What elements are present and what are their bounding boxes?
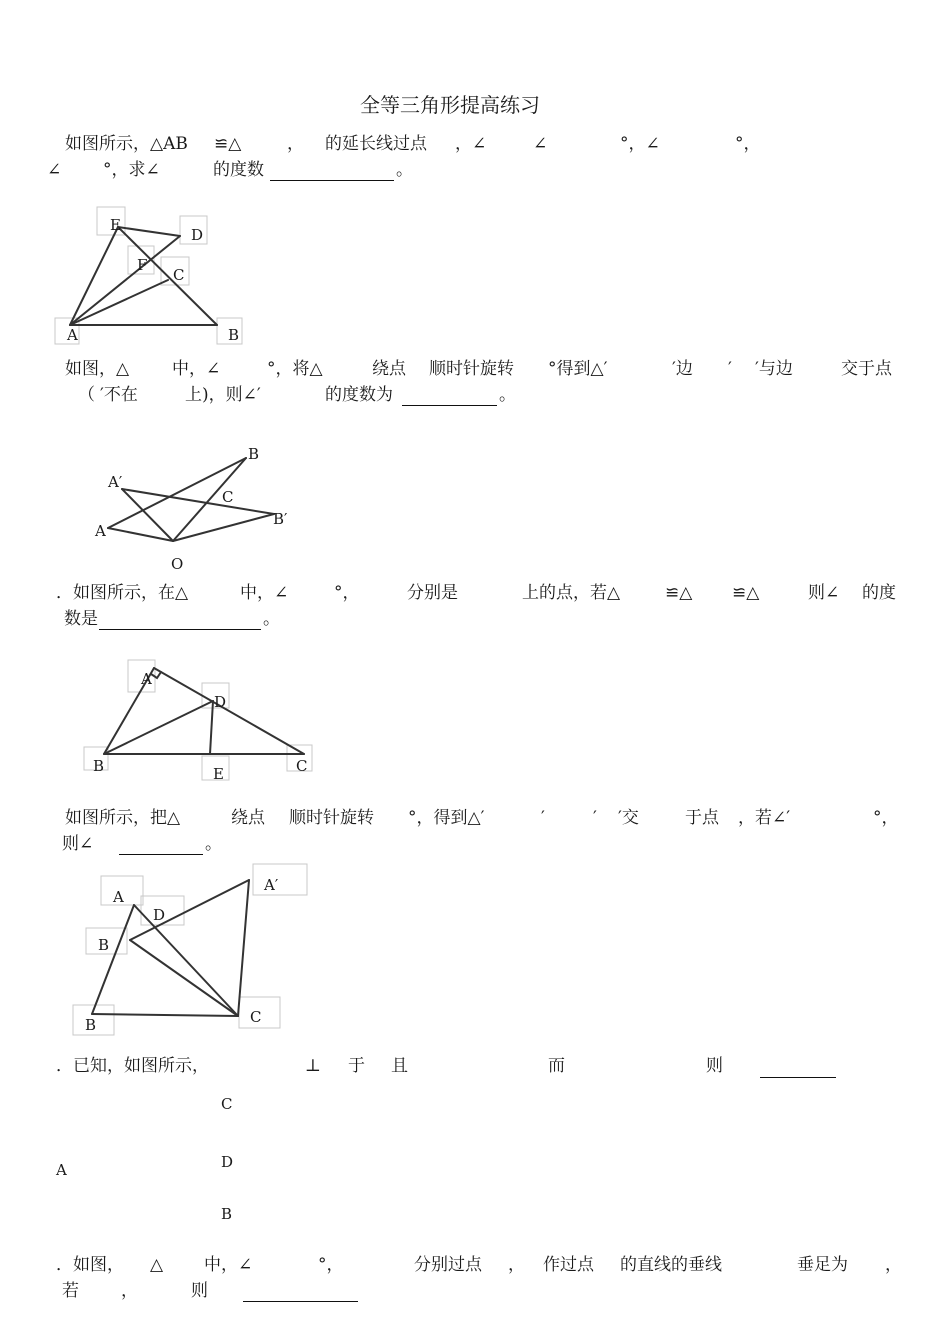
q1-text: 的延长线过点 (325, 134, 427, 154)
q2-text: 如图，△ (65, 359, 130, 379)
q4-text: 绕点 (231, 808, 265, 828)
figure-2-label: B′ (273, 510, 288, 528)
q2-text: °，将△ (267, 359, 323, 379)
q6-text: 分别过点 (414, 1255, 482, 1275)
q2-text: °得到△′ (548, 359, 608, 379)
q3-text: °， (334, 583, 360, 603)
figure-1-label: B (228, 326, 240, 344)
figure-1-label: A (67, 326, 78, 344)
figure-2-label: B (248, 445, 260, 463)
q4-text: 如图所示，把△ (65, 808, 181, 828)
q2-text: ′不在 (100, 385, 138, 405)
figure-3-label: C (296, 757, 308, 775)
q5-text: ．已知，如图所示， (56, 1056, 209, 1076)
figure-3-label: A (141, 670, 152, 688)
q2-text: 交于点 (841, 359, 892, 379)
q3-text: 上的点，若△ (522, 583, 621, 603)
q5-text: 则 (706, 1056, 723, 1076)
q3-text: 分别是 (407, 583, 458, 603)
q4-text: 顺时针旋转 (289, 808, 374, 828)
figure-4-label: A′ (264, 876, 279, 894)
q1-text: ≌△ (214, 134, 242, 154)
q2-text: 顺时针旋转 (429, 359, 514, 379)
figure-4-label: D (153, 906, 166, 924)
q3-text: 的度 (862, 583, 896, 603)
figure-3-label: E (213, 765, 224, 783)
q6-text: 的直线的垂线 (620, 1255, 722, 1275)
q1-text: 如图所示，△AB (65, 134, 188, 154)
q2-text: 中，∠ (172, 359, 221, 379)
q4-text: ′ (593, 808, 597, 828)
q6-text: 则 (191, 1281, 208, 1301)
q6-text: °， (318, 1255, 344, 1275)
q2-text: 的度数为 (325, 385, 393, 405)
figure-3-label: B (93, 757, 105, 775)
q4-text: °，得到△′ (408, 808, 485, 828)
q4-text: 。 (205, 834, 222, 854)
q4-text: ，若∠′ (738, 808, 791, 828)
figure-2-label: A′ (108, 473, 123, 491)
q6-text: 作过点 (543, 1255, 594, 1275)
q3-text: ．如图所示，在△ (56, 583, 189, 603)
figure-1-label: F (137, 256, 148, 274)
page-title: 全等三角形提高练习 (360, 93, 540, 117)
q4-text: ′交 (618, 808, 639, 828)
q6-text: ， (508, 1255, 525, 1275)
q4-text: 则∠ (62, 834, 94, 854)
figure-1-label: D (191, 226, 204, 244)
figure-2-label: A (95, 522, 106, 540)
q3-text: 则∠ (808, 583, 840, 603)
q4-text: ′ (541, 808, 545, 828)
figure-5-label: C (221, 1095, 233, 1113)
figure-3-label: D (214, 693, 227, 711)
q6-text: ， (885, 1255, 902, 1275)
q2-text: （ (78, 385, 95, 405)
q2-text: ′与边 (755, 359, 793, 379)
q3-text: 中，∠ (240, 583, 289, 603)
q1-text: ∠ (533, 134, 548, 154)
figure-4-label: A (113, 888, 124, 906)
q3-text: ≌△ (665, 583, 693, 603)
q2-text: ′ (728, 359, 732, 379)
q4-text: °， (873, 808, 899, 828)
figure-1-label: C (173, 266, 185, 284)
q3-text: 数是 (64, 609, 98, 629)
q1-text: 。 (396, 160, 413, 180)
q5-text: 于 (348, 1056, 365, 1076)
figure-1-label: E (110, 216, 121, 234)
q6-text: 中，∠ (204, 1255, 253, 1275)
q4-text: 于点 (685, 808, 719, 828)
q6-text: △ (150, 1255, 164, 1275)
q3-text: ≌△ (732, 583, 760, 603)
figure-5-label: B (221, 1205, 233, 1223)
q1-text: ，∠ (455, 134, 487, 154)
q3-text: 。 (263, 609, 280, 629)
figure-2-label: O (171, 555, 184, 573)
q6-text: 垂足为 (797, 1255, 848, 1275)
figure-4-label: B (85, 1016, 97, 1034)
q6-text: ， (121, 1281, 138, 1301)
q1-text: ∠ (47, 160, 62, 180)
q6-answer-blank[interactable] (243, 1301, 358, 1302)
q1-text: °，∠ (620, 134, 660, 154)
q5-text: 且 (391, 1056, 408, 1076)
q2-text: 上)，则∠′ (185, 385, 261, 405)
figure-5-label: D (221, 1153, 234, 1171)
q1-text: °，求∠ (103, 160, 160, 180)
q2-text: 绕点 (372, 359, 406, 379)
q1-text: °， (735, 134, 761, 154)
q2-text: 。 (499, 385, 516, 405)
q6-text: 若 (62, 1281, 79, 1301)
figure-4-label: C (250, 1008, 262, 1026)
q1-text: ， (287, 134, 304, 154)
q6-text: ．如图， (56, 1255, 124, 1275)
q2-text: ′边 (672, 359, 693, 379)
figure-4-label: B (98, 936, 110, 954)
q5-text: 而 (548, 1056, 565, 1076)
figure-2-label: C (222, 488, 234, 506)
q1-text: 的度数 (213, 160, 264, 180)
q5-answer-blank[interactable] (760, 1077, 836, 1078)
q5-text: ⊥ (305, 1056, 321, 1076)
figure-5-label: A (56, 1161, 67, 1179)
